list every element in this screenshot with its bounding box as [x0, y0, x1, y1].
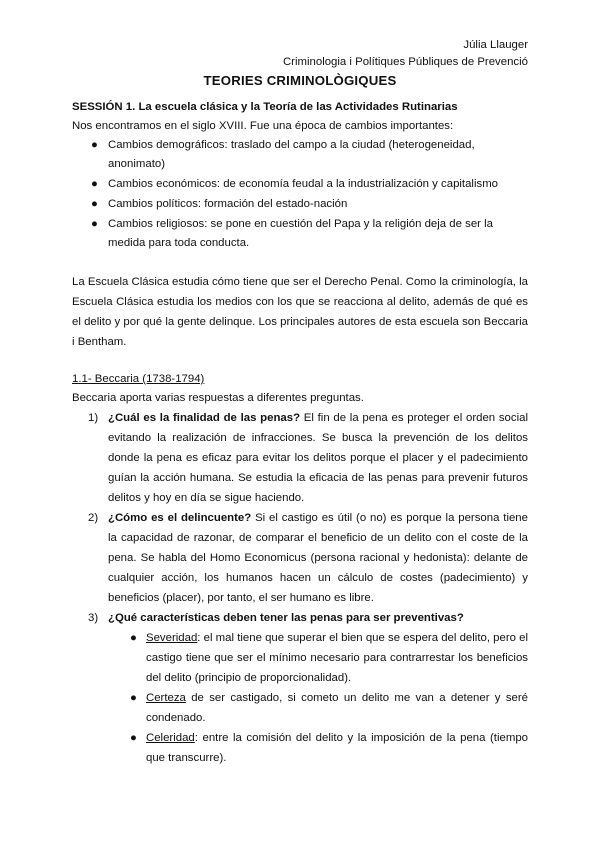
bullet-icon: ● — [130, 692, 137, 704]
characteristic-text: : entre la comisión del delito y la imposición de la pena (tiempo que transcurre). — [146, 732, 528, 764]
section-heading-beccaria: 1.1- Beccaria (1738-1794) — [72, 373, 205, 385]
bullet-icon: ● — [91, 218, 98, 230]
answer-text: Si el castigo es útil (o no) es porque la persona tiene la capacidad de razonar, de comparar el beneficio de un delito con el coste de la pena. Se habla del Homo Economicus (persona racional y hedonista): delante de cualquier acción, los humanos hacen un cálculo de costes (padecimiento) y beneficios (placer), por tanto, el ser humano es libre. — [108, 512, 528, 604]
bullet-icon: ● — [130, 632, 137, 644]
characteristic-text: de ser castigado, si cometo un delito me van a detener y seré condenado. — [146, 692, 528, 724]
characteristic-text: : el mal tiene que superar el bien que se espera del delito, pero el castigo tiene que ser el mínimo necesario para contrarrestar los beneficios del delito (principio de proporcionalidad). — [146, 632, 528, 684]
bullet-icon: ● — [91, 139, 98, 151]
answer-text: El fin de la pena es proteger el orden social evitando la realización de infracciones. Se busca la prevención de los delitos donde la pena es eficaz para evitar los delitos porque el placer y el padecimiento guían la acción humana. Se estudia la eficacia de las penas para prevenir futuros delitos y hoy en día se sigue haciendo. — [108, 412, 528, 504]
bullet-icon: ● — [91, 178, 98, 190]
document-title: TEORIES CRIMINOLÒGIQUES — [203, 73, 397, 88]
list-item — [108, 728, 528, 768]
course-name: Criminologia i Polítiques Públiques de Prevenció — [282, 56, 528, 68]
escuela-clasica-paragraph: La Escuela Clásica estudia cómo tiene que ser el Derecho Penal. Como la criminología, la Escuela Clásica estudia los medios con los que se reacciona al delito, además de qué es el delito y por qué la gente delinque. Los principales autores de esta escuela son Beccaria i Bentham. — [72, 276, 528, 348]
author-name: Júlia Llauger — [463, 39, 528, 51]
question-number: 1) — [88, 412, 99, 424]
characteristic-term: Certeza — [146, 692, 186, 704]
page-header — [283, 37, 528, 71]
characteristics-list — [108, 628, 528, 768]
changes-list — [72, 136, 528, 253]
document-body — [72, 98, 528, 768]
list-item — [72, 215, 528, 253]
list-item — [108, 688, 528, 728]
characteristic-term: Severidad — [146, 632, 198, 644]
question-item — [72, 508, 528, 608]
question-item — [72, 608, 528, 768]
list-item-text: Cambios demográficos: traslado del campo a la ciudad (heterogeneidad, anonimato) — [108, 139, 475, 170]
list-item — [108, 628, 528, 688]
list-item — [72, 175, 528, 194]
list-item-text: Cambios económicos: de economía feudal a la industrialización y capitalismo — [108, 178, 499, 190]
list-item-text: Cambios políticos: formación del estado-nación — [108, 198, 348, 210]
question-text: ¿Cuál es la finalidad de las penas? — [108, 412, 301, 424]
questions-list — [72, 408, 528, 768]
question-number: 3) — [88, 612, 99, 624]
bullet-icon: ● — [91, 198, 98, 210]
question-text: ¿Cómo es el delincuente? — [108, 512, 252, 524]
characteristic-term: Celeridad — [146, 732, 195, 744]
question-number: 2) — [88, 512, 99, 524]
question-item — [72, 408, 528, 508]
list-item-text: Cambios religiosos: se pone en cuestión del Papa y la religión deja de ser la medida para toda conducta. — [108, 218, 493, 249]
list-item — [72, 136, 528, 174]
bullet-icon: ● — [130, 732, 137, 744]
list-item — [72, 195, 528, 214]
session-heading: SESSIÓN 1. La escuela clásica y la Teoría de las Actividades Rutinarias — [72, 101, 458, 113]
session-intro: Nos encontramos en el siglo XVIII. Fue una época de cambios importantes: — [72, 120, 454, 132]
question-text: ¿Qué características deben tener las penas para ser preventivas? — [108, 612, 464, 624]
beccaria-intro: Beccaria aporta varias respuestas a diferentes preguntas. — [72, 392, 364, 404]
